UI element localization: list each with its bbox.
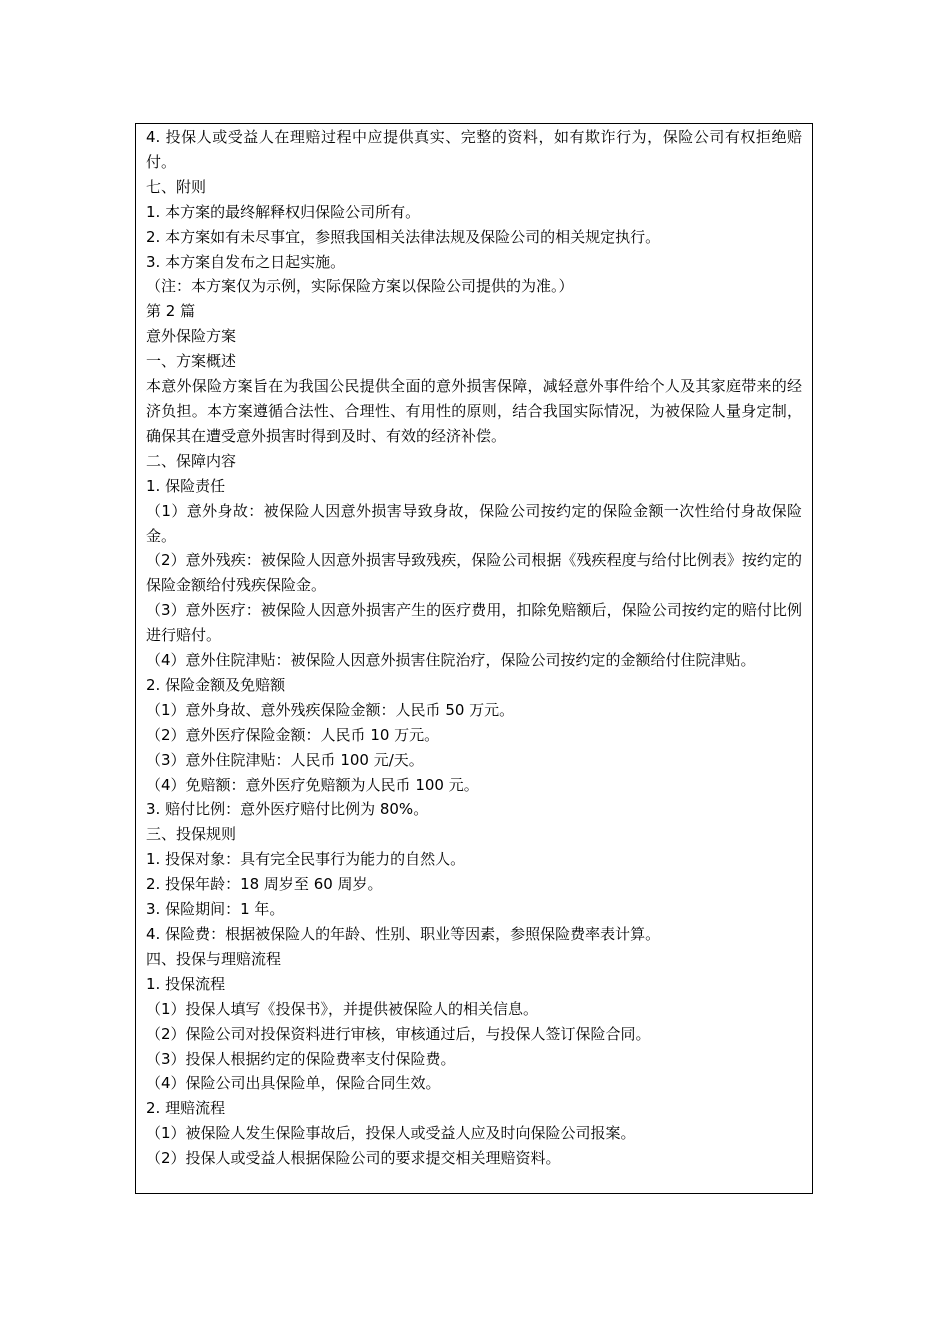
document-title: 意外保险方案 bbox=[146, 327, 237, 346]
document-frame bbox=[135, 123, 813, 1194]
section-heading-coverage: 二、保障内容 bbox=[146, 451, 237, 470]
list-item-accidental-disability: （2）意外残疾：被保险人因意外损害导致残疾，保险公司根据《残疾程度与给付比例表》按约定的保险金额给付残疾保险金。 bbox=[146, 551, 802, 595]
section-heading-overview: 一、方案概述 bbox=[146, 352, 237, 371]
section-heading-supplementary: 七、附则 bbox=[146, 177, 207, 196]
list-item-insured-age: 2. 投保年龄：18 周岁至 60 周岁。 bbox=[146, 875, 383, 894]
subheading-sum-deductible: 2. 保险金额及免赔额 bbox=[146, 675, 286, 694]
list-item-medical-sum: （2）意外医疗保险金额：人民币 10 万元。 bbox=[146, 725, 440, 744]
paragraph-effective-date: 3. 本方案自发布之日起实施。 bbox=[146, 252, 346, 271]
paragraph-payout-ratio: 3. 赔付比例：意外医疗赔付比例为 80%。 bbox=[146, 800, 429, 819]
paragraph-overview: 本意外保险方案旨在为我国公民提供全面的意外损害保障，减轻意外事件给个人及其家庭带来的经济负担。本方案遵循合法性、合理性、有用性的原则，结合我国实际情况，为被保险人量身定制，确保其在遭受意外损害时得到及时、有效的经济补偿。 bbox=[146, 377, 802, 445]
paragraph-unresolved-matters: 2. 本方案如有未尽事宜，参照我国相关法律法规及保险公司的相关规定执行。 bbox=[146, 227, 661, 246]
list-item-hospital-allowance: （4）意外住院津贴：被保险人因意外损害住院治疗，保险公司按约定的金额给付住院津贴。 bbox=[146, 651, 756, 670]
list-item-report-claim: （1）被保险人发生保险事故后，投保人或受益人应及时向保险公司报案。 bbox=[146, 1124, 636, 1143]
list-item-premium: 4. 保险费：根据被保险人的年龄、性别、职业等因素，参照保险费率表计算。 bbox=[146, 925, 661, 943]
subheading-liability: 1. 保险责任 bbox=[146, 476, 226, 495]
list-item-review: （2）保险公司对投保资料进行审核，审核通过后，与投保人签订保险合同。 bbox=[146, 1024, 651, 1043]
list-item-issue-policy: （4）保险公司出具保险单，保险合同生效。 bbox=[146, 1074, 441, 1093]
paragraph-note: （注：本方案仅为示例，实际保险方案以保险公司提供的为准。） bbox=[146, 277, 574, 296]
subheading-application-process: 1. 投保流程 bbox=[146, 974, 226, 993]
list-item-death-disability-sum: （1）意外身故、意外残疾保险金额：人民币 50 万元。 bbox=[146, 700, 515, 719]
section-heading-process: 四、投保与理赔流程 bbox=[146, 949, 282, 968]
list-item-insured-object: 1. 投保对象：具有完全民事行为能力的自然人。 bbox=[146, 850, 466, 869]
list-item-hospital-allowance-amount: （3）意外住院津贴：人民币 100 元/天。 bbox=[146, 750, 424, 769]
section-heading-rules: 三、投保规则 bbox=[146, 825, 237, 844]
list-item-deductible: （4）免赔额：意外医疗免赔额为人民币 100 元。 bbox=[146, 775, 479, 794]
paragraph-interpretation: 1. 本方案的最终解释权归保险公司所有。 bbox=[146, 202, 421, 221]
list-item-accidental-death: （1）意外身故：被保险人因意外损害导致身故，保险公司按约定的保险金额一次性给付身故保险金。 bbox=[146, 501, 802, 545]
list-item-pay-premium: （3）投保人根据约定的保险费率支付保险费。 bbox=[146, 1049, 456, 1068]
part-heading: 第 2 篇 bbox=[146, 302, 196, 321]
paragraph-article-4: 4. 投保人或受益人在理赔过程中应提供真实、完整的资料，如有欺诈行为，保险公司有权拒绝赔付。 bbox=[146, 128, 802, 171]
list-item-fill-application: （1）投保人填写《投保书》，并提供被保险人的相关信息。 bbox=[146, 999, 539, 1018]
list-item-accidental-medical: （3）意外医疗：被保险人因意外损害产生的医疗费用，扣除免赔额后，保险公司按约定的赔付比例进行赔付。 bbox=[146, 601, 802, 645]
list-item-submit-materials: （2）投保人或受益人根据保险公司的要求提交相关理赔资料。 bbox=[146, 1149, 561, 1168]
subheading-claim-process: 2. 理赔流程 bbox=[146, 1099, 226, 1118]
list-item-insurance-period: 3. 保险期间：1 年。 bbox=[146, 900, 285, 919]
